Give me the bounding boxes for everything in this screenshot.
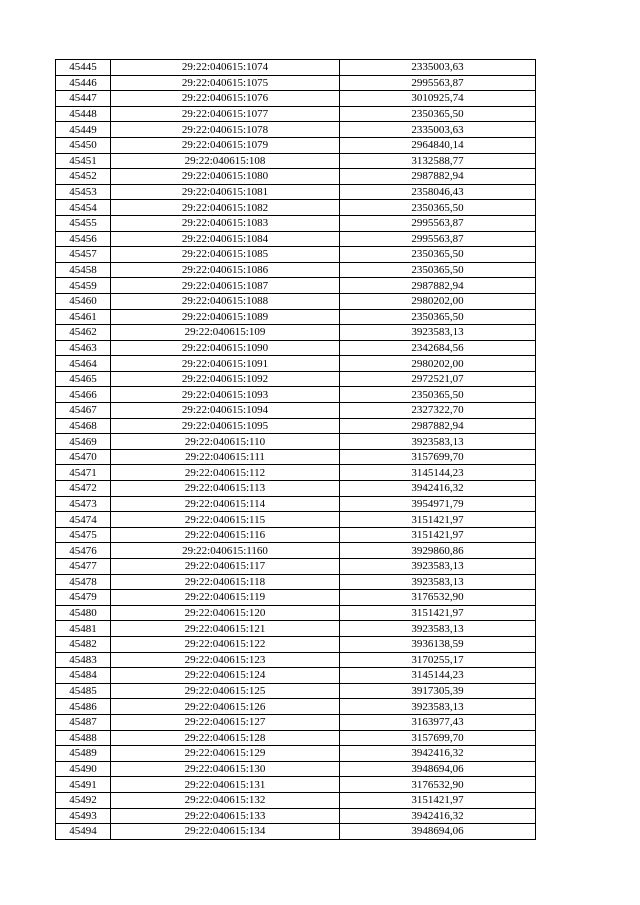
cadastral-value-cell: 3157699,70 bbox=[340, 730, 536, 746]
row-number-cell: 45479 bbox=[56, 590, 111, 606]
cadastral-value-cell: 3151421,97 bbox=[340, 512, 536, 528]
row-number-cell: 45470 bbox=[56, 449, 111, 465]
cadastral-value-cell: 3132588,77 bbox=[340, 153, 536, 169]
cadastral-value-cell: 3923583,13 bbox=[340, 434, 536, 450]
cadastral-number-cell: 29:22:040615:1093 bbox=[111, 387, 340, 403]
cadastral-value-cell: 2980202,00 bbox=[340, 293, 536, 309]
cadastral-number-cell: 29:22:040615:1095 bbox=[111, 418, 340, 434]
cadastral-number-cell: 29:22:040615:113 bbox=[111, 481, 340, 497]
cadastral-number-cell: 29:22:040615:108 bbox=[111, 153, 340, 169]
row-number-cell: 45474 bbox=[56, 512, 111, 528]
cadastral-value-cell: 2327322,70 bbox=[340, 403, 536, 419]
cadastral-number-cell: 29:22:040615:109 bbox=[111, 325, 340, 341]
row-number-cell: 45449 bbox=[56, 122, 111, 138]
table-row bbox=[56, 340, 536, 356]
table-row bbox=[56, 481, 536, 497]
cadastral-number-cell: 29:22:040615:127 bbox=[111, 714, 340, 730]
row-number-cell: 45489 bbox=[56, 746, 111, 762]
cadastral-number-cell: 29:22:040615:1091 bbox=[111, 356, 340, 372]
cadastral-number-cell: 29:22:040615:114 bbox=[111, 496, 340, 512]
table-row bbox=[56, 75, 536, 91]
cadastral-value-cell: 2350365,50 bbox=[340, 200, 536, 216]
row-number-cell: 45466 bbox=[56, 387, 111, 403]
table-row bbox=[56, 605, 536, 621]
table-row bbox=[56, 91, 536, 107]
cadastral-number-cell: 29:22:040615:110 bbox=[111, 434, 340, 450]
cadastral-value-cell: 3145144,23 bbox=[340, 668, 536, 684]
row-number-cell: 45472 bbox=[56, 481, 111, 497]
cadastral-number-cell: 29:22:040615:119 bbox=[111, 590, 340, 606]
table-body bbox=[56, 60, 536, 840]
cadastral-value-cell: 3954971,79 bbox=[340, 496, 536, 512]
row-number-cell: 45451 bbox=[56, 153, 111, 169]
cadastral-number-cell: 29:22:040615:1084 bbox=[111, 231, 340, 247]
cadastral-number-cell: 29:22:040615:122 bbox=[111, 636, 340, 652]
row-number-cell: 45469 bbox=[56, 434, 111, 450]
cadastral-value-cell: 3176532,90 bbox=[340, 590, 536, 606]
table-row bbox=[56, 184, 536, 200]
row-number-cell: 45450 bbox=[56, 137, 111, 153]
row-number-cell: 45456 bbox=[56, 231, 111, 247]
cadastral-value-cell: 3176532,90 bbox=[340, 777, 536, 793]
table-row bbox=[56, 527, 536, 543]
row-number-cell: 45471 bbox=[56, 465, 111, 481]
table-row bbox=[56, 60, 536, 76]
cadastral-number-cell: 29:22:040615:1076 bbox=[111, 91, 340, 107]
cadastral-value-cell: 2987882,94 bbox=[340, 169, 536, 185]
cadastral-value-cell: 3923583,13 bbox=[340, 621, 536, 637]
cadastral-number-cell: 29:22:040615:133 bbox=[111, 808, 340, 824]
table-row bbox=[56, 418, 536, 434]
row-number-cell: 45452 bbox=[56, 169, 111, 185]
table-row bbox=[56, 215, 536, 231]
row-number-cell: 45482 bbox=[56, 636, 111, 652]
row-number-cell: 45459 bbox=[56, 278, 111, 294]
cadastral-value-cell: 2335003,63 bbox=[340, 122, 536, 138]
cadastral-number-cell: 29:22:040615:1086 bbox=[111, 262, 340, 278]
cadastral-number-cell: 29:22:040615:1074 bbox=[111, 60, 340, 76]
cadastral-value-table bbox=[55, 59, 536, 840]
cadastral-number-cell: 29:22:040615:1160 bbox=[111, 543, 340, 559]
table-row bbox=[56, 293, 536, 309]
cadastral-number-cell: 29:22:040615:1081 bbox=[111, 184, 340, 200]
row-number-cell: 45445 bbox=[56, 60, 111, 76]
cadastral-number-cell: 29:22:040615:130 bbox=[111, 761, 340, 777]
cadastral-value-cell: 2964840,14 bbox=[340, 137, 536, 153]
row-number-cell: 45447 bbox=[56, 91, 111, 107]
cadastral-value-cell: 3948694,06 bbox=[340, 824, 536, 840]
cadastral-value-cell: 2350365,50 bbox=[340, 106, 536, 122]
table-row bbox=[56, 106, 536, 122]
cadastral-value-cell: 2335003,63 bbox=[340, 60, 536, 76]
table-row bbox=[56, 543, 536, 559]
cadastral-value-cell: 3936138,59 bbox=[340, 636, 536, 652]
cadastral-number-cell: 29:22:040615:124 bbox=[111, 668, 340, 684]
cadastral-number-cell: 29:22:040615:115 bbox=[111, 512, 340, 528]
row-number-cell: 45460 bbox=[56, 293, 111, 309]
table-row bbox=[56, 387, 536, 403]
cadastral-value-cell: 2358046,43 bbox=[340, 184, 536, 200]
table-row bbox=[56, 621, 536, 637]
cadastral-value-cell: 3917305,39 bbox=[340, 683, 536, 699]
row-number-cell: 45483 bbox=[56, 652, 111, 668]
cadastral-value-cell: 3157699,70 bbox=[340, 449, 536, 465]
cadastral-number-cell: 29:22:040615:126 bbox=[111, 699, 340, 715]
cadastral-value-cell: 3170255,17 bbox=[340, 652, 536, 668]
table-row bbox=[56, 792, 536, 808]
cadastral-value-cell: 2980202,00 bbox=[340, 356, 536, 372]
table-row bbox=[56, 652, 536, 668]
cadastral-value-cell: 2350365,50 bbox=[340, 262, 536, 278]
table-row bbox=[56, 574, 536, 590]
table-row bbox=[56, 559, 536, 575]
cadastral-number-cell: 29:22:040615:129 bbox=[111, 746, 340, 762]
row-number-cell: 45476 bbox=[56, 543, 111, 559]
row-number-cell: 45488 bbox=[56, 730, 111, 746]
table-row bbox=[56, 496, 536, 512]
cadastral-number-cell: 29:22:040615:112 bbox=[111, 465, 340, 481]
row-number-cell: 45457 bbox=[56, 247, 111, 263]
cadastral-value-cell: 3151421,97 bbox=[340, 792, 536, 808]
row-number-cell: 45493 bbox=[56, 808, 111, 824]
cadastral-number-cell: 29:22:040615:1092 bbox=[111, 371, 340, 387]
table-row bbox=[56, 777, 536, 793]
cadastral-value-cell: 2995563,87 bbox=[340, 215, 536, 231]
table-row bbox=[56, 465, 536, 481]
row-number-cell: 45458 bbox=[56, 262, 111, 278]
table-row bbox=[56, 356, 536, 372]
row-number-cell: 45478 bbox=[56, 574, 111, 590]
table-row bbox=[56, 668, 536, 684]
cadastral-number-cell: 29:22:040615:134 bbox=[111, 824, 340, 840]
cadastral-number-cell: 29:22:040615:118 bbox=[111, 574, 340, 590]
table-row bbox=[56, 699, 536, 715]
table-row bbox=[56, 761, 536, 777]
cadastral-number-cell: 29:22:040615:1080 bbox=[111, 169, 340, 185]
row-number-cell: 45468 bbox=[56, 418, 111, 434]
cadastral-number-cell: 29:22:040615:1079 bbox=[111, 137, 340, 153]
row-number-cell: 45494 bbox=[56, 824, 111, 840]
row-number-cell: 45465 bbox=[56, 371, 111, 387]
table-row bbox=[56, 808, 536, 824]
cadastral-value-cell: 3151421,97 bbox=[340, 527, 536, 543]
table-row bbox=[56, 730, 536, 746]
row-number-cell: 45477 bbox=[56, 559, 111, 575]
cadastral-value-cell: 3942416,32 bbox=[340, 746, 536, 762]
table-row bbox=[56, 231, 536, 247]
cadastral-value-cell: 3923583,13 bbox=[340, 574, 536, 590]
cadastral-number-cell: 29:22:040615:1085 bbox=[111, 247, 340, 263]
cadastral-number-cell: 29:22:040615:125 bbox=[111, 683, 340, 699]
cadastral-value-cell: 2995563,87 bbox=[340, 75, 536, 91]
cadastral-value-cell: 3942416,32 bbox=[340, 808, 536, 824]
row-number-cell: 45490 bbox=[56, 761, 111, 777]
cadastral-number-cell: 29:22:040615:116 bbox=[111, 527, 340, 543]
cadastral-number-cell: 29:22:040615:128 bbox=[111, 730, 340, 746]
cadastral-number-cell: 29:22:040615:117 bbox=[111, 559, 340, 575]
table-row bbox=[56, 434, 536, 450]
table-row bbox=[56, 449, 536, 465]
row-number-cell: 45463 bbox=[56, 340, 111, 356]
cadastral-value-cell: 3923583,13 bbox=[340, 559, 536, 575]
cadastral-number-cell: 29:22:040615:1083 bbox=[111, 215, 340, 231]
row-number-cell: 45453 bbox=[56, 184, 111, 200]
row-number-cell: 45480 bbox=[56, 605, 111, 621]
row-number-cell: 45464 bbox=[56, 356, 111, 372]
row-number-cell: 45475 bbox=[56, 527, 111, 543]
cadastral-value-cell: 2972521,07 bbox=[340, 371, 536, 387]
row-number-cell: 45487 bbox=[56, 714, 111, 730]
row-number-cell: 45467 bbox=[56, 403, 111, 419]
cadastral-number-cell: 29:22:040615:1075 bbox=[111, 75, 340, 91]
cadastral-value-cell: 3923583,13 bbox=[340, 699, 536, 715]
cadastral-value-cell: 3942416,32 bbox=[340, 481, 536, 497]
row-number-cell: 45492 bbox=[56, 792, 111, 808]
cadastral-number-cell: 29:22:040615:131 bbox=[111, 777, 340, 793]
row-number-cell: 45484 bbox=[56, 668, 111, 684]
cadastral-number-cell: 29:22:040615:1090 bbox=[111, 340, 340, 356]
cadastral-number-cell: 29:22:040615:120 bbox=[111, 605, 340, 621]
table-row bbox=[56, 278, 536, 294]
cadastral-number-cell: 29:22:040615:111 bbox=[111, 449, 340, 465]
table-row bbox=[56, 636, 536, 652]
row-number-cell: 45461 bbox=[56, 309, 111, 325]
row-number-cell: 45454 bbox=[56, 200, 111, 216]
table-row bbox=[56, 590, 536, 606]
table-row bbox=[56, 247, 536, 263]
cadastral-value-cell: 2987882,94 bbox=[340, 278, 536, 294]
row-number-cell: 45455 bbox=[56, 215, 111, 231]
cadastral-number-cell: 29:22:040615:1094 bbox=[111, 403, 340, 419]
cadastral-value-cell: 3948694,06 bbox=[340, 761, 536, 777]
cadastral-number-cell: 29:22:040615:1087 bbox=[111, 278, 340, 294]
table-row bbox=[56, 122, 536, 138]
table-row bbox=[56, 512, 536, 528]
table-row bbox=[56, 262, 536, 278]
table-row bbox=[56, 309, 536, 325]
cadastral-number-cell: 29:22:040615:1089 bbox=[111, 309, 340, 325]
cadastral-number-cell: 29:22:040615:1082 bbox=[111, 200, 340, 216]
cadastral-value-cell: 3151421,97 bbox=[340, 605, 536, 621]
cadastral-number-cell: 29:22:040615:1078 bbox=[111, 122, 340, 138]
table-row bbox=[56, 153, 536, 169]
cadastral-value-cell: 3145144,23 bbox=[340, 465, 536, 481]
row-number-cell: 45491 bbox=[56, 777, 111, 793]
row-number-cell: 45473 bbox=[56, 496, 111, 512]
table-row bbox=[56, 824, 536, 840]
table-row bbox=[56, 403, 536, 419]
table-row bbox=[56, 714, 536, 730]
cadastral-value-cell: 2350365,50 bbox=[340, 247, 536, 263]
row-number-cell: 45485 bbox=[56, 683, 111, 699]
cadastral-number-cell: 29:22:040615:132 bbox=[111, 792, 340, 808]
row-number-cell: 45448 bbox=[56, 106, 111, 122]
table-row bbox=[56, 746, 536, 762]
row-number-cell: 45462 bbox=[56, 325, 111, 341]
table-row bbox=[56, 371, 536, 387]
table-row bbox=[56, 137, 536, 153]
cadastral-value-cell: 3163977,43 bbox=[340, 714, 536, 730]
cadastral-value-cell: 2995563,87 bbox=[340, 231, 536, 247]
cadastral-number-cell: 29:22:040615:1088 bbox=[111, 293, 340, 309]
cadastral-value-cell: 2350365,50 bbox=[340, 387, 536, 403]
table-row bbox=[56, 169, 536, 185]
row-number-cell: 45446 bbox=[56, 75, 111, 91]
row-number-cell: 45486 bbox=[56, 699, 111, 715]
cadastral-number-cell: 29:22:040615:121 bbox=[111, 621, 340, 637]
cadastral-number-cell: 29:22:040615:1077 bbox=[111, 106, 340, 122]
cadastral-value-cell: 3010925,74 bbox=[340, 91, 536, 107]
table-row bbox=[56, 683, 536, 699]
cadastral-value-cell: 2987882,94 bbox=[340, 418, 536, 434]
cadastral-value-cell: 2350365,50 bbox=[340, 309, 536, 325]
cadastral-value-cell: 2342684,56 bbox=[340, 340, 536, 356]
cadastral-value-cell: 3923583,13 bbox=[340, 325, 536, 341]
table-row bbox=[56, 325, 536, 341]
cadastral-number-cell: 29:22:040615:123 bbox=[111, 652, 340, 668]
row-number-cell: 45481 bbox=[56, 621, 111, 637]
table-row bbox=[56, 200, 536, 216]
cadastral-value-cell: 3929860,86 bbox=[340, 543, 536, 559]
